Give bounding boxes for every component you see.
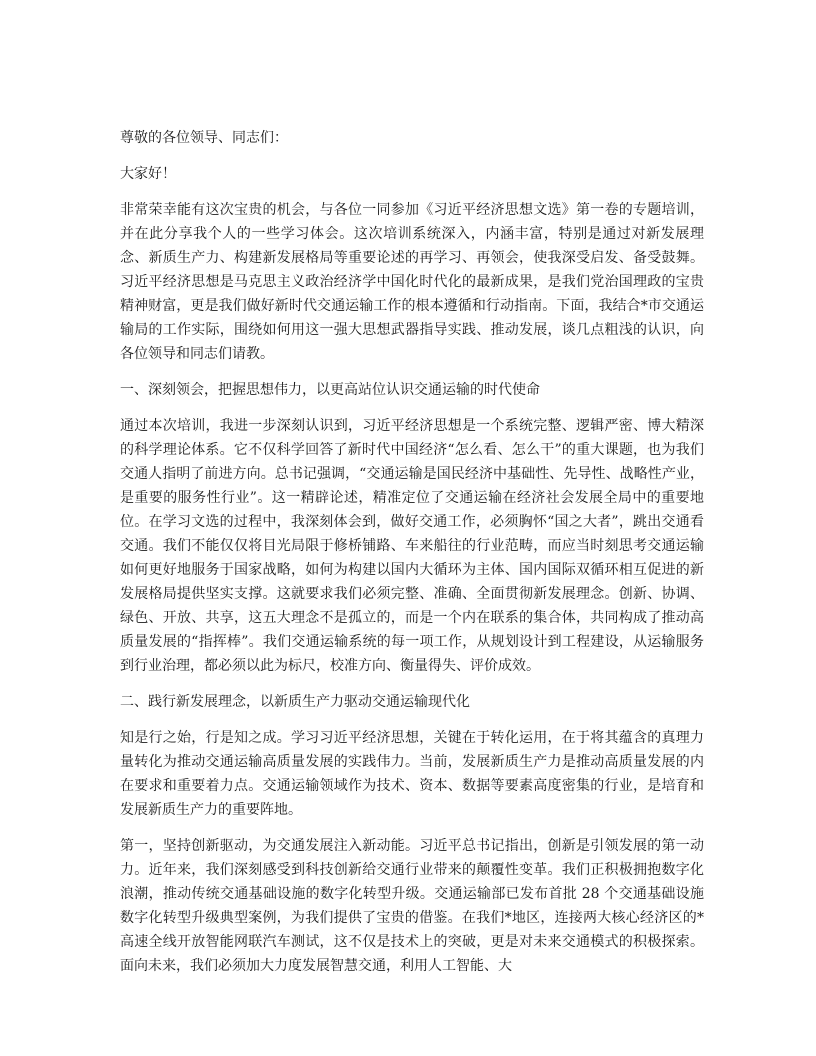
section-2-paragraph: 知是行之始，行是知之成。学习习近平经济思想，关键在于转化运用，在于将其蕴含的真理力量转化为推动交通运输高质量发展的实践伟力。当前，发展新质生产力是推动高质量发展的内在要求和重要着力点。交通运输领域作为技术、资本、数据等要素高度密集的行业，是培育和发展新质生产力的重要阵地。	[120, 730, 704, 818]
section-2-heading: 二、践行新发展理念，以新质生产力驱动交通运输现代化	[120, 694, 470, 710]
section-1-heading: 一、深刻领会，把握思想伟力，以更高站位认识交通运输的时代使命	[120, 382, 540, 398]
intro-paragraph: 非常荣幸能有这次宝贵的机会，与各位一同参加《习近平经济思想文选》第一卷的专题培训，并在此分享我个人的一些学习体会。这次培训系统深入，内涵丰富，特别是通过对新发展理念、新质生产力、构建新发展格局等重要论述的再学习、再领会，使我深受启发、备受鼓舞。习近平经济思想是马克思主义政治经济学中国化时代化的最新成果，是我们党治国理政的宝贵精神财富，更是我们做好新时代交通运输工作的根本遵循和行动指南。下面，我结合*市交通运输局的工作实际，围绕如何用这一强大思想武器指导实践、推动发展，谈几点粗浅的认识，向各位领导和同志们请教。	[120, 202, 704, 362]
salutation: 尊敬的各位领导、同志们：	[120, 130, 288, 146]
document-body	[120, 126, 704, 990]
greeting: 大家好！	[120, 166, 176, 182]
point-1-paragraph: 第一，坚持创新驱动，为交通发展注入新动能。习近平总书记指出，创新是引领发展的第一动力。近年来，我们深刻感受到科技创新给交通行业带来的颠覆性变革。我们正积极拥抱数字化浪潮，推动传统交通基础设施的数字化转型升级。交通运输部已发布首批 28 个交通基础设施数字化转型升级典型案例，为我们提供了宝贵的借鉴。在我们*地区，连接两大核心经济区的*高速全线开放智能网联汽车测试，这不仅是技术上的突破，更是对未来交通模式的积极探索。面向未来，我们必须加大力度发展智慧交通，利用人工智能、大	[120, 838, 704, 974]
section-1-paragraph: 通过本次培训，我进一步深刻认识到，习近平经济思想是一个系统完整、逻辑严密、博大精深的科学理论体系。它不仅科学回答了新时代中国经济“怎么看、怎么干”的重大课题，也为我们交通人指明了前进方向。总书记强调，“交通运输是国民经济中基础性、先导性、战略性产业，是重要的服务性行业”。这一精辟论述，精准定位了交通运输在经济社会发展全局中的重要地位。在学习文选的过程中，我深刻体会到，做好交通工作，必须胸怀“国之大者”，跳出交通看交通。我们不能仅仅将目光局限于修桥铺路、车来船往的行业范畴，而应当时刻思考交通运输如何更好地服务于国家战略，如何为构建以国内大循环为主体、国内国际双循环相互促进的新发展格局提供坚实支撑。这就要求我们必须完整、准确、全面贯彻新发展理念。创新、协调、绿色、开放、共享，这五大理念不是孤立的，而是一个内在联系的集合体，共同构成了推动高质量发展的“指挥棒”。我们交通运输系统的每一项工作，从规划设计到工程建设，从运输服务到行业治理，都必须以此为标尺，校准方向、衡量得失、评价成效。	[120, 418, 704, 674]
